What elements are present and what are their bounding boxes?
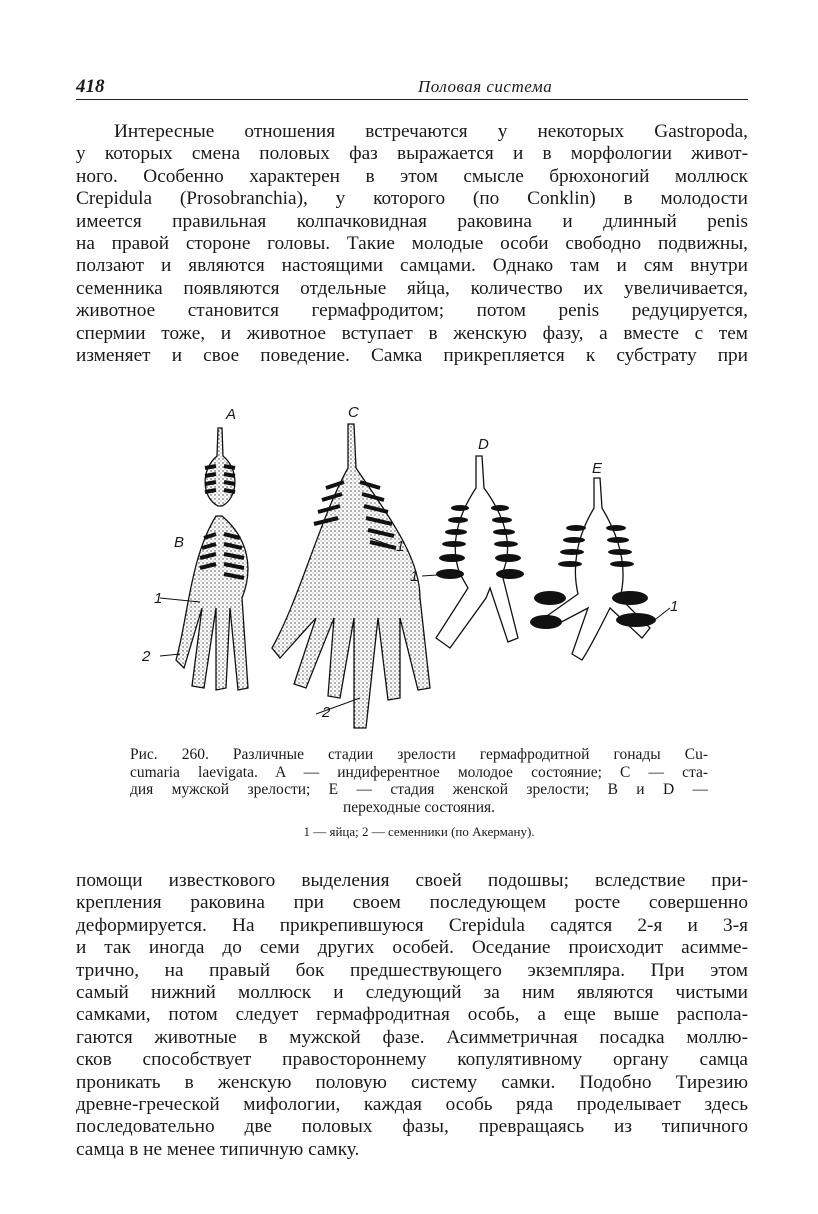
text-line: на правой стороне головы. Такие молодые особи свободно подвижны, xyxy=(76,233,748,255)
text-line: деформируется. На прикрепившуюся Crepidula садятся 2-я и 3-я xyxy=(76,914,748,936)
text-line: имеется правильная колпачковидная раковина и длинный penis xyxy=(76,210,748,232)
label-b: B xyxy=(174,534,185,551)
header-rule xyxy=(76,99,748,100)
label-testes-b: 2 xyxy=(142,648,151,665)
text-line: древне-греческой мифологии, каждая особь ряда проделывает здесь xyxy=(76,1094,748,1116)
caption-line: cumaria laevigata. A — индиферентное молодое состояние; C — ста- xyxy=(130,763,708,781)
stage-d-drawing xyxy=(436,456,524,648)
label-eggs-e: 1 xyxy=(670,598,679,615)
page-number: 418 xyxy=(76,76,105,97)
text-line: у которых смена половых фаз выражается и в морфологии живот- xyxy=(76,143,748,165)
label-c: C xyxy=(348,404,359,421)
section-title: Половая система xyxy=(418,77,553,96)
text-line: и так иногда до семи других особей. Оседание происходит асимме- xyxy=(76,937,748,959)
caption-line: Рис. 260. Различные стадии зрелости гермафродитной гонады Cu- xyxy=(130,746,708,763)
text-line: гаются животные в мужской фазе. Асимметричная посадка моллю- xyxy=(76,1026,748,1048)
gonad-figure xyxy=(130,398,690,738)
paragraph-bottom xyxy=(76,870,748,1161)
stage-b-drawing xyxy=(176,516,248,690)
caption-line: дия мужской зрелости; E — стадия женской зрелости; B и D — xyxy=(130,781,708,798)
figure-legend: 1 — яйца; 2 — семенники (по Акерману). xyxy=(303,824,535,839)
label-eggs-c: 1 xyxy=(396,538,405,555)
label-eggs-d: 1 xyxy=(410,568,419,585)
label-a: A xyxy=(226,406,237,423)
text-line: проникать в женскую половую систему самки. Подобно Тирезию xyxy=(76,1071,748,1093)
text-line: изменяет и свое поведение. Самка прикрепляется к субстрату при xyxy=(76,345,748,367)
stage-a-drawing xyxy=(205,428,235,506)
text-line: самца в не менее типичную самку. xyxy=(76,1138,360,1160)
figure-caption xyxy=(130,746,708,816)
text-line: самками, потом следует гермафродитная особь, а еще выше распола- xyxy=(76,1004,748,1026)
text-line: ного. Особенно характерен в этом смысле брюхоногий моллюск xyxy=(76,165,748,187)
label-eggs-b: 1 xyxy=(154,590,163,607)
label-d: D xyxy=(478,436,489,453)
text-line: ползают и являются настоящими самцами. Однако там и сям внутри xyxy=(76,255,748,277)
text-line: животное становится гермафродитом; потом penis редуцируется, xyxy=(76,300,748,322)
stage-e-drawing xyxy=(530,478,656,660)
text-line: Crepidula (Prosobranchia), у которого (по Conklin) в молодости xyxy=(76,188,748,210)
paragraph-top xyxy=(76,121,748,367)
text-line: самый нижний моллюск и следующий за ним являются чистыми xyxy=(76,982,748,1004)
label-testes-c: 2 xyxy=(322,704,331,721)
caption-line: переходные состояния. xyxy=(342,798,496,816)
text-line: спермии тоже, и животное вступает в женскую фазу, а вместе с тем xyxy=(76,322,748,344)
stage-c-drawing xyxy=(272,424,430,728)
text-line: Интересные отношения встречаются у некоторых Gastropoda, xyxy=(114,121,748,142)
text-line: крепления раковина при своем последующем росте совершенно xyxy=(76,892,748,914)
label-e: E xyxy=(592,460,603,477)
text-line: помощи известкового выделения своей подошвы; вследствие при- xyxy=(76,870,748,891)
text-line: сков способствует правостороннему копулятивному органу самца xyxy=(76,1049,748,1071)
text-line: трично, на правый бок предшествующего экземпляра. При этом xyxy=(76,959,748,981)
text-line: последовательно две половых фазы, превращаясь из типичного xyxy=(76,1116,748,1138)
text-line: семенника появляются отдельные яйца, количество их увеличивается, xyxy=(76,277,748,299)
